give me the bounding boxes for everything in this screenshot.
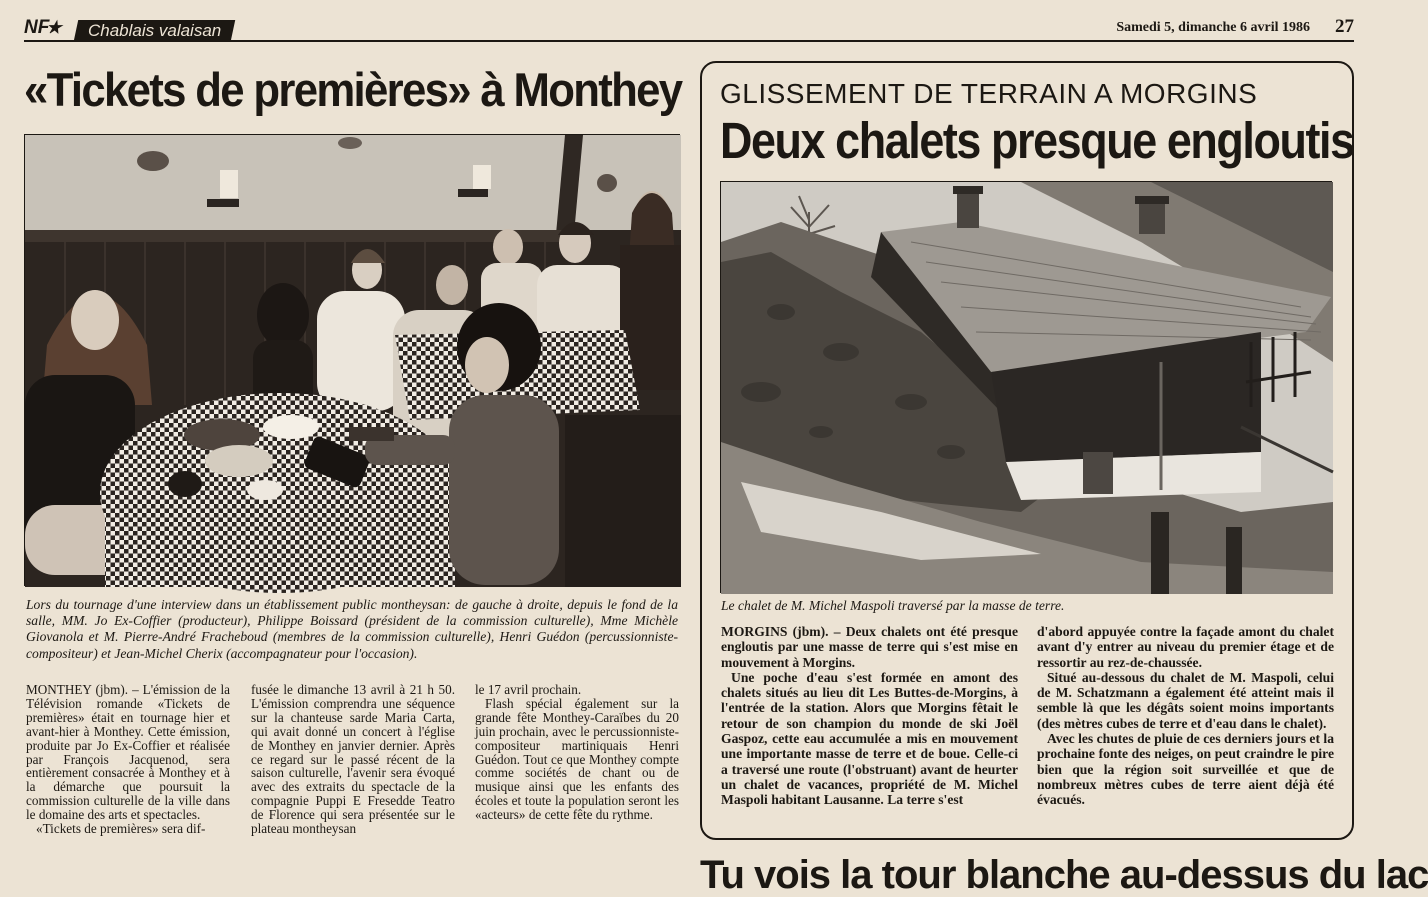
star-icon: ★ bbox=[46, 18, 62, 37]
paragraph: Situé au-dessous du chalet de M. Maspoli, celui de M. Schatzmann a également été atteint mais il semble là que les dégâts soient moins importants (des mètres cubes de terre et d'eau dans le chalet). bbox=[1037, 669, 1334, 731]
paragraph: «Tickets de premières» sera dif- bbox=[36, 821, 206, 837]
left-headline: «Tickets de premières» à Monthey bbox=[24, 63, 682, 116]
interview-photo bbox=[24, 134, 680, 586]
right-photo-caption: Le chalet de M. Michel Maspoli traversé par la masse de terre. bbox=[721, 598, 1065, 613]
paragraph: Flash spécial également sur la grande fête Monthey-Caraïbes du 20 juin prochain, avec le percussionniste-compositeur martiniquais Henri Guédon. Tout ce que Monthey compte comme sociétés de chant ou de musique ainsi que les enfants des écoles et toute la population seront les «acteurs» de cette fête du rythme. bbox=[475, 695, 679, 823]
left-article-column-1 bbox=[26, 683, 230, 836]
right-article-column-2 bbox=[1037, 624, 1334, 808]
left-article-column-3 bbox=[475, 683, 679, 822]
page-number: 27 bbox=[1335, 16, 1354, 37]
paragraph: fusée le dimanche 13 avril à 21 h 50. L'émission comprendra une séquence sur la chanteuse sarde Maria Carta, qui avait donné un concert à l'église de Monthey en janvier dernier. Après ce regard sur le passé récent de la saison culturelle, l'avenir sera évoqué avec des extraits du spectacle de la compagnie Puppi E Fresedde Teatro de Florence qui sera présentée sur le plateau montheysan bbox=[251, 682, 455, 837]
section-label: Chablais valaisan bbox=[88, 21, 222, 40]
next-article-headline-strip bbox=[700, 853, 1428, 897]
section-tag bbox=[74, 20, 236, 41]
right-headline: Deux chalets presque engloutis bbox=[720, 112, 1354, 169]
right-kicker: GLISSEMENT DE TERRAIN A MORGINS bbox=[720, 78, 1258, 109]
paragraph: le 17 avril prochain. bbox=[475, 682, 582, 697]
logo-text: NF bbox=[24, 17, 50, 38]
paragraph: MONTHEY (jbm). – L'émission de la Télévision romande «Tickets de premières» était en tournage hier et avant-hier à Monthey. Cette émission, produite par Jo Ex-Coffier et réalisée par François Jacquenod, sera entièrement consacrée à Monthey et à la démarche que poursuit la commission culturelle de la ville dans le domaine des arts et spectacles. bbox=[26, 682, 230, 823]
newspaper-logo bbox=[24, 17, 62, 39]
paragraph: Une poche d'eau s'est formée en amont des chalets situés au lieu dit Les Buttes-de-Morgins, à l'entrée de la station. Alors que Morgins fêtait le retour de son champion du monde de ski Joël Gaspoz, cette eau accumulée a mis en mouvement une importante masse de terre et de boue. Celle-ci a traversé une route (l'obstruant) avant de heurter un chalet de vacances, propriété de M. Michel Maspoli habitant Lausanne. La terre s'est bbox=[721, 669, 1018, 808]
paragraph: d'abord appuyée contre la façade amont du chalet avant d'y entrer au niveau du premier étage et de ressortir au rez-de-chaussée. bbox=[1037, 624, 1334, 670]
paragraph: MORGINS (jbm). – Deux chalets ont été presque engloutis par une masse de terre qui s'est mise en mouvement à Morgins. bbox=[721, 624, 1018, 670]
next-article-headline: Tu vois la tour blanche au-dessus du lac bbox=[700, 853, 1428, 897]
paragraph: Avec les chutes de pluie de ces derniers jours et la prochaine fonte des neiges, on peut craindre le pire bien que la région soit surveillée et que de nombreux mètres cubes de terre aient déjà été évacués. bbox=[1037, 731, 1334, 808]
left-article-column-2 bbox=[251, 683, 455, 836]
chalet-photo bbox=[720, 181, 1332, 593]
masthead bbox=[24, 16, 1354, 42]
right-article-column-1 bbox=[721, 624, 1018, 808]
issue-date: Samedi 5, dimanche 6 avril 1986 bbox=[1116, 20, 1310, 35]
left-photo-caption: Lors du tournage d'une interview dans un établissement public montheysan: de gauche à droite, depuis le fond de la salle, MM. Jo Ex-Coffier (producteur), Philippe Boissard (président de la commission culturelle), Mme Michèle Giovanola et M. Pierre-André Fracheboud (membres de la commission culturelle), Henri Guédon (percussionniste-compositeur) et Jean-Michel Cherix (accompagnateur pour l'occasion). bbox=[26, 597, 678, 661]
